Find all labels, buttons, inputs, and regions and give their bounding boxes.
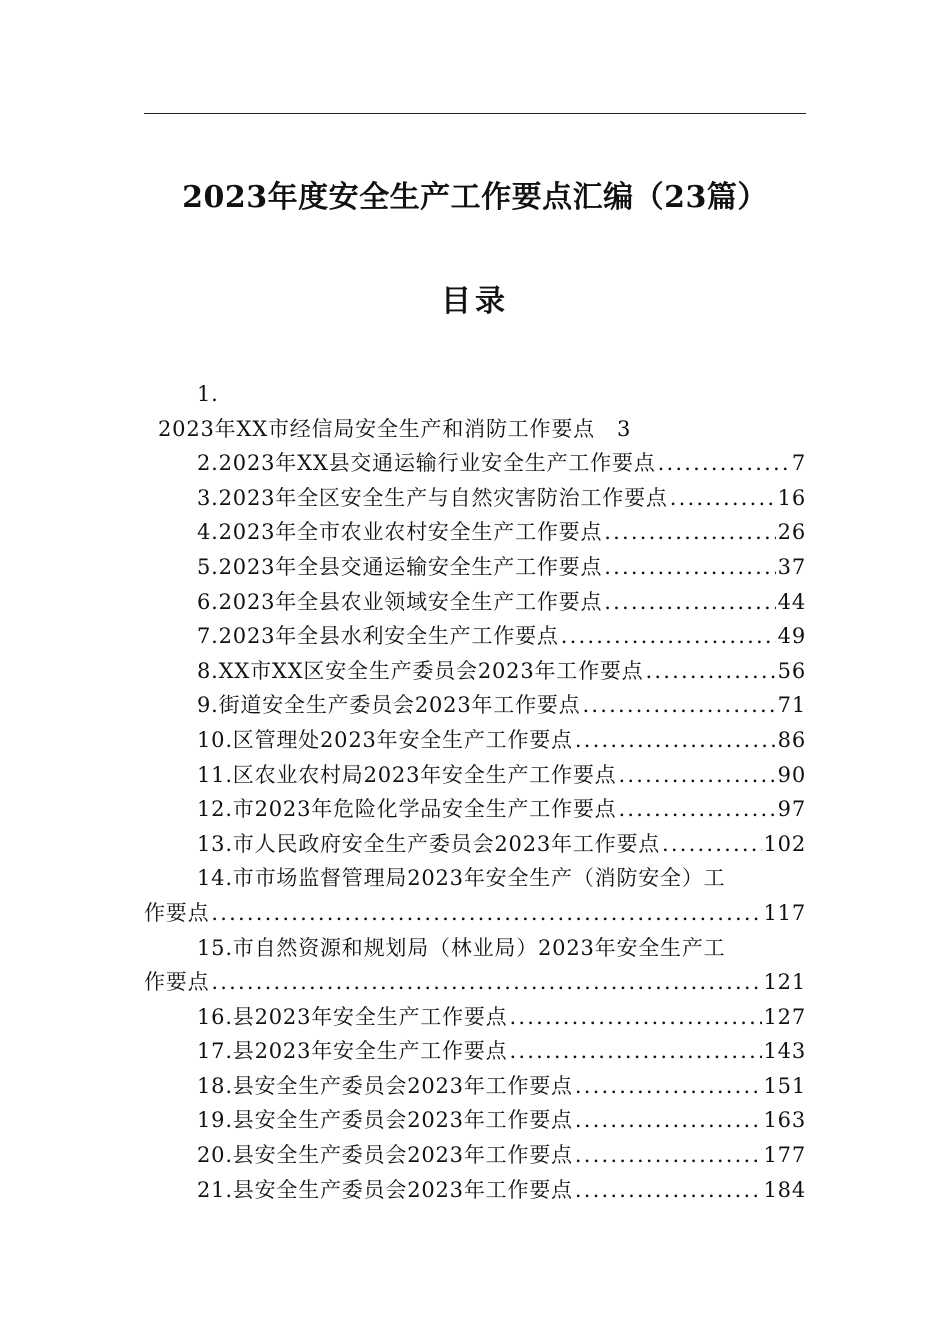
toc-entry-title: 14.市市场监督管理局2023年安全生产（消防安全）工 xyxy=(197,866,726,891)
toc-entry[interactable] xyxy=(144,515,806,550)
dot-leader xyxy=(575,723,776,758)
toc-entry-15-line-1[interactable] xyxy=(144,931,806,966)
dot-leader xyxy=(645,654,775,689)
toc-entry-15-line-2[interactable] xyxy=(144,965,806,1000)
toc-entry-title: 5.2023年全县交通运输安全生产工作要点 xyxy=(197,554,603,579)
toc-entry-title: 7.2023年全县水利安全生产工作要点 xyxy=(197,624,559,649)
toc-entry-14-line-1[interactable] xyxy=(144,861,806,896)
toc-entry[interactable] xyxy=(144,1173,806,1208)
toc-entry-page: 7 xyxy=(791,451,806,476)
toc-entry-page: 90 xyxy=(777,762,806,787)
dot-leader xyxy=(618,792,775,827)
toc-entry[interactable] xyxy=(144,1034,806,1069)
dot-leader xyxy=(662,827,761,862)
toc-entry-title: 2.2023年XX县交通运输行业安全生产工作要点 xyxy=(197,451,656,476)
dot-leader xyxy=(604,515,775,550)
toc-entry[interactable] xyxy=(144,585,806,620)
toc-entry-page: 117 xyxy=(763,900,806,925)
toc-entry-page: 184 xyxy=(763,1177,806,1202)
toc-entry-page: 97 xyxy=(777,797,806,822)
dot-leader xyxy=(575,1173,762,1208)
toc-entry-page: 3 xyxy=(616,416,632,441)
dot-leader xyxy=(618,758,775,793)
toc-entry-title: 2023年XX市经信局安全生产和消防工作要点 xyxy=(158,416,595,441)
toc-entry-14-line-2[interactable] xyxy=(144,896,806,931)
toc-entry[interactable] xyxy=(144,1069,806,1104)
dot-leader xyxy=(604,550,775,585)
toc-entry-page: 37 xyxy=(777,554,806,579)
toc-entry[interactable] xyxy=(144,446,806,481)
toc-entry[interactable] xyxy=(144,1103,806,1138)
toc-entry-title: 13.市人民政府安全生产委员会2023年工作要点 xyxy=(197,831,661,856)
toc-entry-page: 86 xyxy=(777,727,806,752)
toc-entry-1-number-line[interactable] xyxy=(144,377,806,412)
toc-entry-title: 15.市自然资源和规划局（林业局）2023年安全生产工 xyxy=(197,935,726,960)
dot-leader xyxy=(561,619,776,654)
toc-entry-title: 4.2023年全市农业农村安全生产工作要点 xyxy=(197,520,603,545)
toc-entry-title-continued: 作要点 xyxy=(144,900,210,925)
toc-entry-page: 49 xyxy=(777,624,806,649)
toc-entry-page: 163 xyxy=(763,1108,806,1133)
dot-leader xyxy=(575,1138,762,1173)
toc-entry-page: 143 xyxy=(763,1039,806,1064)
toc-entry-title: 11.区农业农村局2023年安全生产工作要点 xyxy=(197,762,617,787)
toc-entry[interactable] xyxy=(144,654,806,689)
dot-leader xyxy=(211,965,761,1000)
toc-entry-title: 3.2023年全区安全生产与自然灾害防治工作要点 xyxy=(197,485,668,510)
toc-entry-title: 6.2023年全县农业领域安全生产工作要点 xyxy=(197,589,603,614)
toc-entry-title: 19.县安全生产委员会2023年工作要点 xyxy=(197,1108,573,1133)
toc-entry-page: 44 xyxy=(777,589,806,614)
toc-entry-title: 17.县2023年安全生产工作要点 xyxy=(197,1039,508,1064)
toc-entry-title: 8.XX市XX区安全生产委员会2023年工作要点 xyxy=(197,658,644,683)
toc-entry-title: 20.县安全生产委员会2023年工作要点 xyxy=(197,1143,573,1168)
toc-entry-title: 10.区管理处2023年安全生产工作要点 xyxy=(197,727,573,752)
toc-entry[interactable] xyxy=(144,827,806,862)
toc-entry[interactable] xyxy=(144,1138,806,1173)
toc-entry-page: 56 xyxy=(777,658,806,683)
dot-leader xyxy=(575,1069,762,1104)
toc-entry-title: 9.街道安全生产委员会2023年工作要点 xyxy=(197,693,581,718)
toc-heading: 目录 xyxy=(441,284,509,319)
dot-leader xyxy=(509,1000,761,1035)
toc-entry[interactable] xyxy=(144,550,806,585)
toc-entry[interactable] xyxy=(144,619,806,654)
header-rule xyxy=(144,113,806,114)
toc-entry-title-continued: 作要点 xyxy=(144,970,210,995)
toc-entry-page: 26 xyxy=(777,520,806,545)
dot-leader xyxy=(670,481,776,516)
toc-entry[interactable] xyxy=(144,758,806,793)
toc-entry-page: 151 xyxy=(763,1073,806,1098)
dot-leader xyxy=(604,585,775,620)
toc-entry-title: 21.县安全生产委员会2023年工作要点 xyxy=(197,1177,573,1202)
dot-leader xyxy=(211,896,761,931)
table-of-contents xyxy=(144,377,806,1207)
toc-entry-page: 121 xyxy=(763,970,806,995)
dot-leader xyxy=(658,446,790,481)
toc-entry[interactable] xyxy=(144,688,806,723)
toc-entry[interactable] xyxy=(144,1000,806,1035)
dot-leader xyxy=(575,1103,762,1138)
toc-entry-title: 16.县2023年安全生产工作要点 xyxy=(197,1004,508,1029)
dot-leader xyxy=(509,1034,761,1069)
toc-entry[interactable] xyxy=(144,792,806,827)
toc-entry-page: 177 xyxy=(763,1143,806,1168)
toc-entry[interactable] xyxy=(144,481,806,516)
toc-entry-number: 1. xyxy=(197,382,219,406)
toc-entry-title: 12.市2023年危险化学品安全生产工作要点 xyxy=(197,797,617,822)
document-title: 2023年度安全生产工作要点汇编（23篇） xyxy=(182,180,768,215)
toc-entry-page: 16 xyxy=(777,485,806,510)
toc-entry[interactable] xyxy=(144,723,806,758)
toc-entry-1-title-line[interactable] xyxy=(144,412,806,447)
toc-entry-page: 127 xyxy=(763,1004,806,1029)
toc-entry-title: 18.县安全生产委员会2023年工作要点 xyxy=(197,1073,573,1098)
toc-entry-page: 102 xyxy=(763,831,806,856)
dot-leader xyxy=(582,688,775,723)
toc-entry-page: 71 xyxy=(777,693,806,718)
